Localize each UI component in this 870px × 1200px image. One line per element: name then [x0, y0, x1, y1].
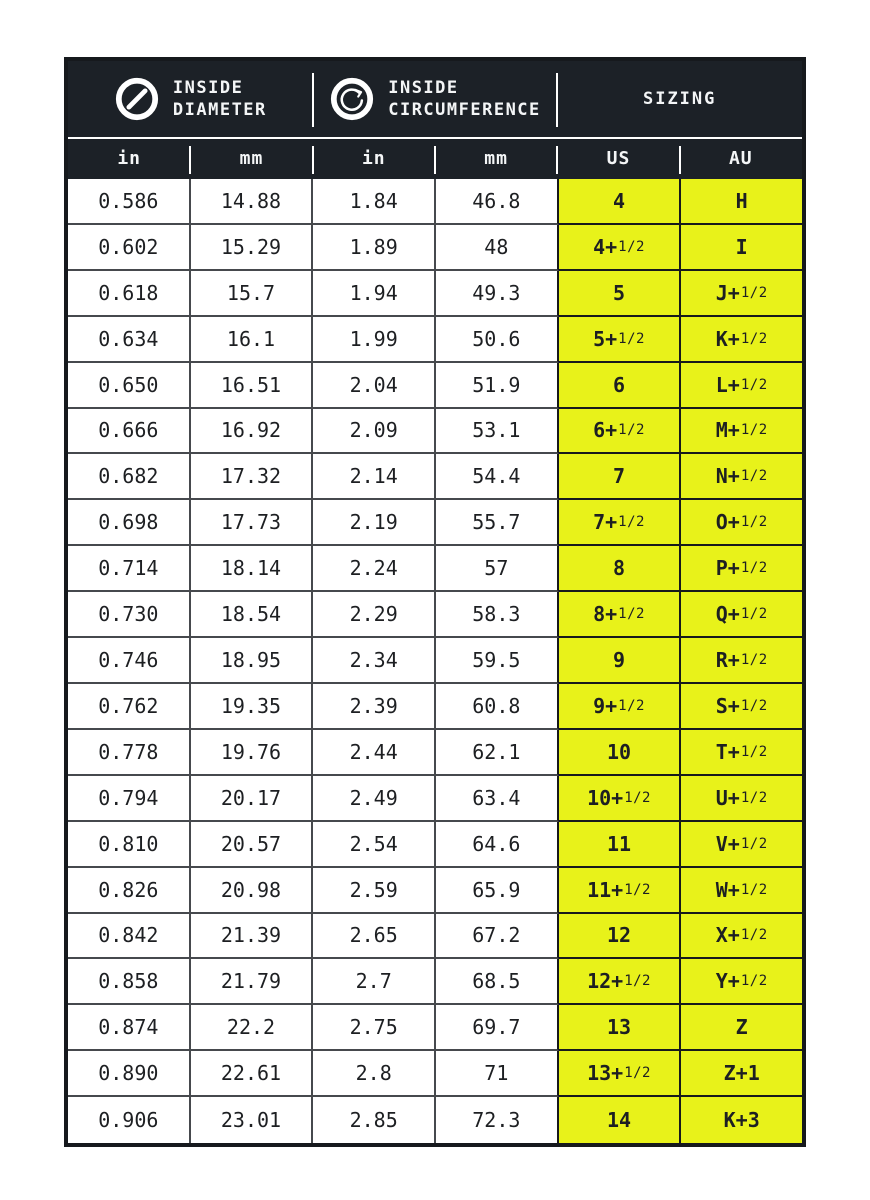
diameter-in-cell: 0.842 — [68, 914, 191, 960]
size-us-cell: 5+ 1/2 — [559, 317, 682, 363]
circumference-mm-cell: 71 — [436, 1051, 559, 1097]
column-header-row — [68, 139, 802, 179]
circumference-mm-cell: 50.6 — [436, 317, 559, 363]
circumference-in-cell: 2.34 — [313, 638, 436, 684]
table-row — [68, 1097, 802, 1143]
diameter-mm-cell: 22.2 — [191, 1005, 314, 1051]
circumference-mm-cell: 51.9 — [436, 363, 559, 409]
circumference-in-cell: 2.65 — [313, 914, 436, 960]
diameter-mm-cell: 22.61 — [191, 1051, 314, 1097]
table-row — [68, 546, 802, 592]
column-header-circumference-in: in — [313, 139, 435, 179]
diameter-in-cell: 0.778 — [68, 730, 191, 776]
diameter-mm-cell: 16.92 — [191, 409, 314, 455]
table-row — [68, 317, 802, 363]
diameter-in-cell: 0.650 — [68, 363, 191, 409]
diameter-in-cell: 0.794 — [68, 776, 191, 822]
size-au-cell: Z — [681, 1005, 802, 1051]
circumference-in-cell: 2.44 — [313, 730, 436, 776]
table-row — [68, 409, 802, 455]
table-row — [68, 363, 802, 409]
header-group-circumference — [313, 61, 558, 137]
diameter-mm-cell: 18.95 — [191, 638, 314, 684]
size-au-cell: R+ 1/2 — [681, 638, 802, 684]
diameter-in-cell: 0.634 — [68, 317, 191, 363]
diameter-icon — [114, 76, 160, 122]
diameter-in-cell: 0.874 — [68, 1005, 191, 1051]
circumference-mm-cell: 62.1 — [436, 730, 559, 776]
circumference-mm-cell: 55.7 — [436, 500, 559, 546]
diameter-mm-cell: 15.29 — [191, 225, 314, 271]
table-row — [68, 1005, 802, 1051]
circumference-mm-cell: 63.4 — [436, 776, 559, 822]
diameter-mm-cell: 17.73 — [191, 500, 314, 546]
diameter-in-cell: 0.682 — [68, 454, 191, 500]
table-row — [68, 638, 802, 684]
column-header-circumference-mm: mm — [435, 139, 557, 179]
circumference-mm-cell: 53.1 — [436, 409, 559, 455]
circumference-mm-cell: 60.8 — [436, 684, 559, 730]
diameter-mm-cell: 20.17 — [191, 776, 314, 822]
diameter-in-cell: 0.826 — [68, 868, 191, 914]
header-group-row — [68, 61, 802, 137]
column-header-diameter-mm: mm — [190, 139, 312, 179]
size-au-cell: O+ 1/2 — [681, 500, 802, 546]
size-au-cell: K+ 1/2 — [681, 317, 802, 363]
circumference-in-cell: 2.14 — [313, 454, 436, 500]
table-row — [68, 225, 802, 271]
column-header-diameter-in: in — [68, 139, 190, 179]
diameter-mm-cell: 23.01 — [191, 1097, 314, 1143]
table-row — [68, 822, 802, 868]
circumference-in-cell: 1.84 — [313, 179, 436, 225]
diameter-mm-cell: 19.35 — [191, 684, 314, 730]
circumference-in-cell: 2.49 — [313, 776, 436, 822]
table-body — [68, 179, 802, 1143]
circumference-mm-cell: 58.3 — [436, 592, 559, 638]
diameter-mm-cell: 16.1 — [191, 317, 314, 363]
circumference-mm-cell: 72.3 — [436, 1097, 559, 1143]
size-au-cell: W+ 1/2 — [681, 868, 802, 914]
table-header — [68, 61, 802, 179]
size-au-cell: N+ 1/2 — [681, 454, 802, 500]
size-us-cell: 5 — [559, 271, 682, 317]
column-header-us: US — [557, 139, 679, 179]
circumference-icon — [329, 76, 375, 122]
diameter-in-cell: 0.858 — [68, 959, 191, 1005]
size-au-cell: Z+1 — [681, 1051, 802, 1097]
circumference-mm-cell: 48 — [436, 225, 559, 271]
table-row — [68, 179, 802, 225]
circumference-in-cell: 2.04 — [313, 363, 436, 409]
size-au-cell: H — [681, 179, 802, 225]
circumference-in-cell: 1.94 — [313, 271, 436, 317]
size-au-cell: K+3 — [681, 1097, 802, 1143]
size-au-cell: U+ 1/2 — [681, 776, 802, 822]
diameter-mm-cell: 21.39 — [191, 914, 314, 960]
ring-size-chart — [64, 57, 806, 1147]
circumference-in-cell: 2.09 — [313, 409, 436, 455]
circumference-mm-cell: 54.4 — [436, 454, 559, 500]
header-label-sizing: SIZING — [642, 89, 717, 109]
circumference-mm-cell: 64.6 — [436, 822, 559, 868]
diameter-in-cell: 0.698 — [68, 500, 191, 546]
circumference-mm-cell: 49.3 — [436, 271, 559, 317]
circumference-mm-cell: 69.7 — [436, 1005, 559, 1051]
circumference-mm-cell: 65.9 — [436, 868, 559, 914]
size-us-cell: 6 — [559, 363, 682, 409]
size-au-cell: M+ 1/2 — [681, 409, 802, 455]
diameter-in-cell: 0.730 — [68, 592, 191, 638]
circumference-in-cell: 2.7 — [313, 959, 436, 1005]
size-us-cell: 8+ 1/2 — [559, 592, 682, 638]
diameter-mm-cell: 20.98 — [191, 868, 314, 914]
column-header-au: AU — [728, 148, 753, 169]
size-us-cell: 6+ 1/2 — [559, 409, 682, 455]
circumference-in-cell: 2.39 — [313, 684, 436, 730]
table-row — [68, 500, 802, 546]
size-us-cell: 7+ 1/2 — [559, 500, 682, 546]
table-row — [68, 914, 802, 960]
circumference-in-cell: 2.24 — [313, 546, 436, 592]
size-us-cell: 9 — [559, 638, 682, 684]
table-row — [68, 1051, 802, 1097]
diameter-in-cell: 0.586 — [68, 179, 191, 225]
size-au-cell: X+ 1/2 — [681, 914, 802, 960]
diameter-mm-cell: 18.14 — [191, 546, 314, 592]
header-label-diameter: INSIDE DIAMETER — [172, 77, 267, 120]
table-row — [68, 959, 802, 1005]
diameter-mm-cell: 16.51 — [191, 363, 314, 409]
circumference-mm-cell: 57 — [436, 546, 559, 592]
circumference-mm-cell: 59.5 — [436, 638, 559, 684]
size-au-cell: I — [681, 225, 802, 271]
size-au-cell: V+ 1/2 — [681, 822, 802, 868]
diameter-mm-cell: 14.88 — [191, 179, 314, 225]
size-us-cell: 4 — [559, 179, 682, 225]
diameter-in-cell: 0.746 — [68, 638, 191, 684]
table-row — [68, 454, 802, 500]
size-au-cell: J+ 1/2 — [681, 271, 802, 317]
circumference-in-cell: 2.19 — [313, 500, 436, 546]
header-group-sizing — [557, 61, 802, 137]
circumference-in-cell: 2.85 — [313, 1097, 436, 1143]
size-us-cell: 14 — [559, 1097, 682, 1143]
size-us-cell: 11 — [559, 822, 682, 868]
size-us-cell: 10 — [559, 730, 682, 776]
circumference-in-cell: 2.75 — [313, 1005, 436, 1051]
diameter-mm-cell: 19.76 — [191, 730, 314, 776]
diameter-in-cell: 0.618 — [68, 271, 191, 317]
size-us-cell: 9+ 1/2 — [559, 684, 682, 730]
diameter-mm-cell: 17.32 — [191, 454, 314, 500]
circumference-in-cell: 1.89 — [313, 225, 436, 271]
diameter-in-cell: 0.666 — [68, 409, 191, 455]
circumference-in-cell: 2.59 — [313, 868, 436, 914]
header-label-circumference: INSIDE CIRCUMFERENCE — [388, 77, 541, 120]
size-au-cell: L+ 1/2 — [681, 363, 802, 409]
table-row — [68, 271, 802, 317]
size-au-cell: T+ 1/2 — [681, 730, 802, 776]
size-us-cell: 12+ 1/2 — [559, 959, 682, 1005]
diameter-in-cell: 0.890 — [68, 1051, 191, 1097]
size-au-cell: Y+ 1/2 — [681, 959, 802, 1005]
size-us-cell: 12 — [559, 914, 682, 960]
size-au-cell: Q+ 1/2 — [681, 592, 802, 638]
table-row — [68, 592, 802, 638]
diameter-in-cell: 0.810 — [68, 822, 191, 868]
size-us-cell: 4+ 1/2 — [559, 225, 682, 271]
table-row — [68, 730, 802, 776]
header-group-diameter — [68, 61, 313, 137]
diameter-mm-cell: 21.79 — [191, 959, 314, 1005]
circumference-mm-cell: 68.5 — [436, 959, 559, 1005]
size-us-cell: 13 — [559, 1005, 682, 1051]
diameter-mm-cell: 15.7 — [191, 271, 314, 317]
table-row — [68, 868, 802, 914]
diameter-mm-cell: 20.57 — [191, 822, 314, 868]
circumference-in-cell: 2.54 — [313, 822, 436, 868]
size-us-cell: 8 — [559, 546, 682, 592]
size-us-cell: 13+ 1/2 — [559, 1051, 682, 1097]
table-row — [68, 684, 802, 730]
size-au-cell: P+ 1/2 — [681, 546, 802, 592]
size-us-cell: 7 — [559, 454, 682, 500]
diameter-in-cell: 0.762 — [68, 684, 191, 730]
table-row — [68, 776, 802, 822]
circumference-in-cell: 1.99 — [313, 317, 436, 363]
circumference-mm-cell: 67.2 — [436, 914, 559, 960]
size-us-cell: 11+ 1/2 — [559, 868, 682, 914]
diameter-in-cell: 0.602 — [68, 225, 191, 271]
circumference-in-cell: 2.8 — [313, 1051, 436, 1097]
circumference-in-cell: 2.29 — [313, 592, 436, 638]
diameter-in-cell: 0.714 — [68, 546, 191, 592]
circumference-mm-cell: 46.8 — [436, 179, 559, 225]
size-au-cell: S+ 1/2 — [681, 684, 802, 730]
diameter-mm-cell: 18.54 — [191, 592, 314, 638]
diameter-in-cell: 0.906 — [68, 1097, 191, 1143]
size-us-cell: 10+ 1/2 — [559, 776, 682, 822]
